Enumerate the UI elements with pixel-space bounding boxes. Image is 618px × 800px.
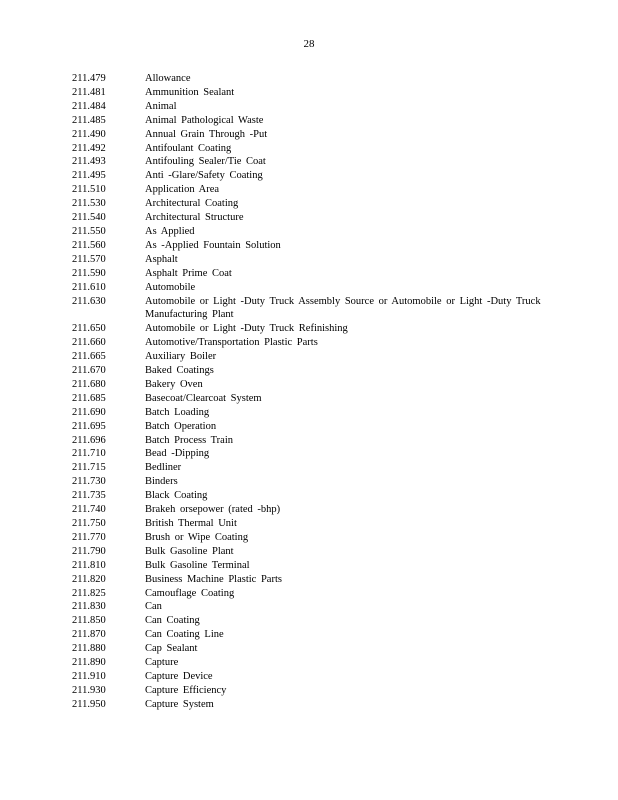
definition-entry (72, 197, 552, 211)
section-number: 211.830 (72, 601, 106, 613)
defined-term: British Thermal Unit (145, 518, 237, 529)
section-number: 211.950 (72, 698, 106, 710)
definition-entry (72, 211, 552, 225)
definition-entry (72, 406, 552, 420)
defined-term: Annual Grain Through -Put (145, 128, 268, 140)
section-number: 211.710 (72, 448, 106, 460)
definition-entry (72, 142, 552, 156)
section-number: 211.660 (72, 337, 106, 349)
definition-entry (72, 670, 552, 684)
section-number: 211.790 (72, 545, 106, 557)
defined-term: Bulk Gasoline Plant (145, 545, 234, 557)
section-number: 211.810 (72, 559, 106, 571)
definition-entry (72, 684, 552, 698)
section-number: 211.670 (72, 365, 106, 377)
defined-term: Batch Loading (145, 406, 210, 418)
defined-term: Asphalt (145, 253, 178, 265)
defined-term: Capture Device (145, 670, 213, 682)
section-number: 211.735 (72, 490, 106, 502)
section-number: 211.910 (72, 670, 106, 682)
defined-term: Auxiliary Boiler (145, 351, 217, 363)
definition-entry (72, 86, 552, 100)
defined-term: As -Applied Fountain Solution (145, 239, 281, 251)
section-number: 211.570 (72, 253, 106, 265)
definition-entry (72, 378, 552, 392)
definition-entry (72, 461, 552, 475)
definition-entry (72, 336, 552, 350)
section-number: 211.825 (72, 587, 106, 599)
defined-term: Animal Pathological Waste (145, 114, 264, 126)
definition-entry (72, 239, 552, 253)
defined-term: Allowance (145, 73, 191, 84)
definition-entry (72, 600, 552, 614)
definition-entry (72, 392, 552, 406)
defined-term: Architectural Coating (145, 198, 239, 210)
defined-term: Capture Efficiency (145, 684, 227, 696)
section-number: 211.493 (72, 156, 106, 168)
page-number: 28 (303, 38, 315, 50)
section-number: 211.715 (72, 462, 106, 474)
section-number: 211.740 (72, 504, 106, 516)
section-number: 211.820 (72, 573, 106, 585)
section-number: 211.870 (72, 629, 106, 641)
defined-term: Bead -Dipping (145, 448, 210, 460)
definition-entry (72, 114, 552, 128)
defined-term: Capture (145, 657, 179, 669)
section-number: 211.630 (72, 295, 106, 307)
section-number: 211.750 (72, 518, 106, 529)
definition-entry (72, 225, 552, 239)
section-number: 211.481 (72, 86, 106, 98)
defined-term: Batch Process Train (145, 434, 233, 446)
definition-entry (72, 183, 552, 197)
defined-term: Can (145, 601, 162, 613)
definition-entry (72, 155, 552, 169)
section-number: 211.685 (72, 392, 106, 404)
definition-entry (72, 128, 552, 142)
definition-entry (72, 281, 552, 295)
section-number: 211.610 (72, 281, 106, 293)
definition-entry (72, 72, 552, 86)
section-number: 211.880 (72, 643, 106, 655)
definition-entry (72, 698, 552, 712)
defined-term: Binders (145, 476, 178, 488)
definition-entry (72, 267, 552, 281)
section-number: 211.484 (72, 100, 106, 112)
defined-term: Ammunition Sealant (145, 86, 235, 98)
defined-term: Antifoulant Coating (145, 142, 232, 154)
defined-term: Bedliner (145, 462, 182, 474)
defined-term: Automotive/Transportation Plastic Parts (145, 337, 318, 349)
defined-term: Batch Operation (145, 420, 217, 432)
defined-term: Application Area (145, 184, 220, 196)
section-number: 211.492 (72, 142, 106, 154)
defined-term: Automobile or Light -Duty Truck Assembly Source or Automobile or Light -Duty Truck Manufacturing Plant (145, 295, 541, 321)
definition-entry (72, 295, 552, 323)
defined-term: Capture System (145, 698, 214, 710)
definition-entry (72, 628, 552, 642)
section-number: 211.550 (72, 225, 106, 237)
definition-entry (72, 587, 552, 601)
section-number: 211.680 (72, 378, 106, 390)
definition-entry (72, 642, 552, 656)
defined-term: Antifouling Sealer/Tie Coat (145, 156, 266, 168)
defined-term: Bulk Gasoline Terminal (145, 559, 250, 571)
definition-entry (72, 447, 552, 461)
definition-index-list (72, 72, 552, 712)
defined-term: Architectural Structure (145, 212, 244, 224)
section-number: 211.650 (72, 323, 106, 335)
defined-term: Animal (145, 100, 177, 112)
definition-entry (72, 322, 552, 336)
definition-entry (72, 169, 552, 183)
definition-entry (72, 489, 552, 503)
section-number: 211.495 (72, 170, 106, 182)
section-number: 211.510 (72, 184, 106, 196)
section-number: 211.695 (72, 420, 106, 432)
definition-entry (72, 517, 552, 531)
definition-entry (72, 434, 552, 448)
section-number: 211.930 (72, 684, 106, 696)
defined-term: Automobile or Light -Duty Truck Refinishing (145, 323, 348, 335)
definition-entry (72, 503, 552, 517)
section-number: 211.590 (72, 267, 106, 279)
definition-entry (72, 350, 552, 364)
section-number: 211.540 (72, 212, 106, 224)
section-number: 211.850 (72, 615, 106, 627)
section-number: 211.490 (72, 128, 106, 140)
definition-entry (72, 573, 552, 587)
definition-entry (72, 545, 552, 559)
definition-entry (72, 420, 552, 434)
section-number: 211.479 (72, 73, 106, 84)
definition-entry (72, 253, 552, 267)
section-number: 211.890 (72, 657, 106, 669)
defined-term: Basecoat/Clearcoat System (145, 392, 262, 404)
defined-term: Business Machine Plastic Parts (145, 573, 282, 585)
section-number: 211.690 (72, 406, 106, 418)
section-number: 211.770 (72, 531, 106, 543)
section-number: 211.485 (72, 114, 106, 126)
section-number: 211.530 (72, 198, 106, 210)
defined-term: Can Coating Line (145, 629, 224, 641)
section-number: 211.696 (72, 434, 106, 446)
defined-term: Automobile (145, 281, 196, 293)
defined-term: Brakeh orsepower (rated -bhp) (145, 504, 281, 516)
definition-entry (72, 364, 552, 378)
section-number: 211.665 (72, 351, 106, 363)
defined-term: As Applied (145, 225, 195, 237)
defined-term: Can Coating (145, 615, 200, 627)
defined-term: Asphalt Prime Coat (145, 267, 232, 279)
definition-entry (72, 475, 552, 489)
defined-term: Black Coating (145, 490, 208, 502)
defined-term: Brush or Wipe Coating (145, 531, 249, 543)
definition-entry (72, 656, 552, 670)
definition-entry (72, 559, 552, 573)
definition-entry (72, 100, 552, 114)
defined-term: Cap Sealant (145, 643, 198, 655)
defined-term: Bakery Oven (145, 378, 203, 390)
definition-entry (72, 614, 552, 628)
defined-term: Camouflage Coating (145, 587, 235, 599)
defined-term: Anti -Glare/Safety Coating (145, 170, 263, 182)
defined-term: Baked Coatings (145, 365, 214, 377)
section-number: 211.730 (72, 476, 106, 488)
section-number: 211.560 (72, 239, 106, 251)
definition-entry (72, 531, 552, 545)
